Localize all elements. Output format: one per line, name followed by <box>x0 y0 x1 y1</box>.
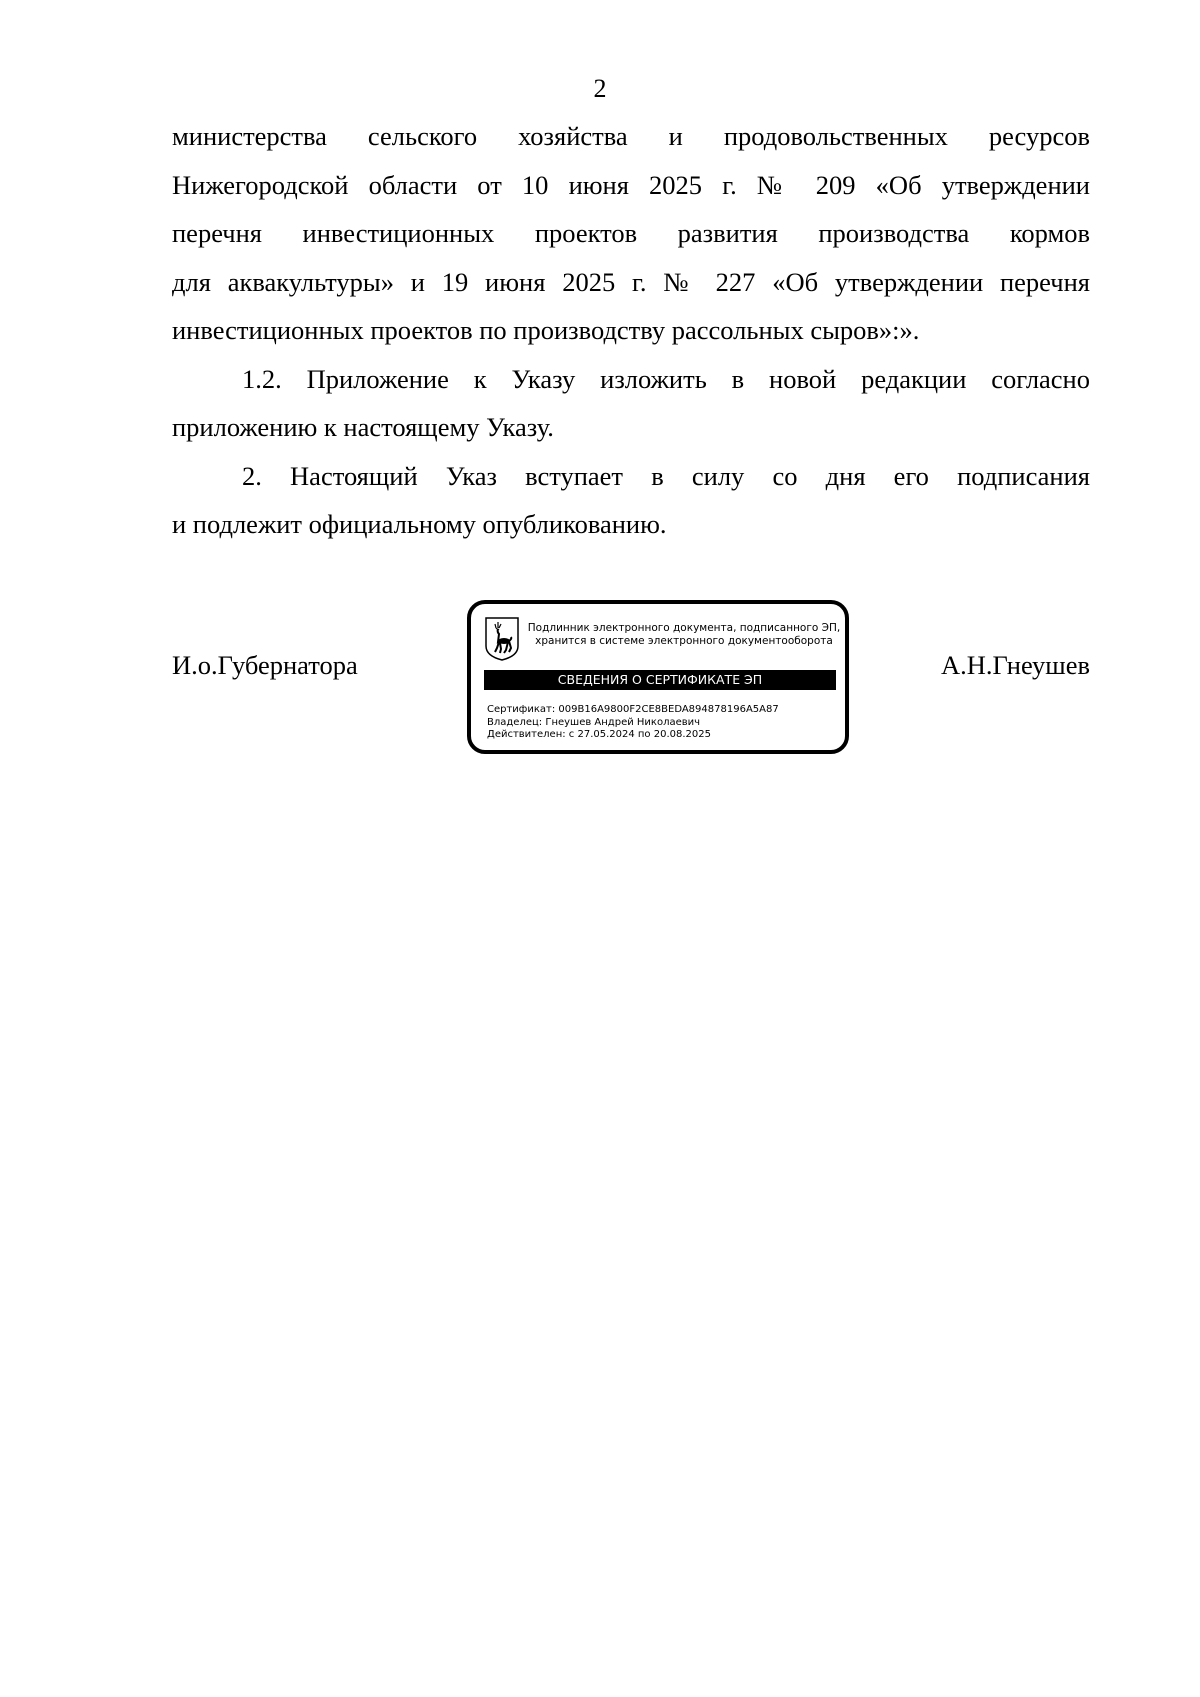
text-line: для аквакультуры» и 19 июня 2025 г. № 227 «Об утверждении перечня <box>172 266 1090 297</box>
deer-coat-of-arms-icon <box>484 616 520 662</box>
certificate-validity: Действителен: с 27.05.2024 по 20.08.2025 <box>487 729 711 740</box>
certificate-title-bar: СВЕДЕНИЯ О СЕРТИФИКАТЕ ЭП <box>484 670 836 690</box>
certificate-info <box>487 704 779 742</box>
stamp-header-line: Подлинник электронного документа, подписанного ЭП, <box>527 622 841 634</box>
text-line: инвестиционных проектов по производству рассольных сыров»:». <box>172 315 920 345</box>
stamp-header <box>521 622 847 648</box>
document-body <box>172 112 1090 549</box>
signatory-position: И.о.Губернатора <box>172 650 358 680</box>
stamp-header-line: хранится в системе электронного документооборота <box>535 635 833 647</box>
certificate-owner: Владелец: Гнеушев Андрей Николаевич <box>487 716 701 728</box>
page-number: 2 <box>593 74 607 103</box>
text-line: приложению к настоящему Указу. <box>172 412 554 442</box>
text-line: министерства сельского хозяйства и продовольственных ресурсов <box>172 121 1090 151</box>
text-line: 2. Настоящий Указ вступает в силу со дня его подписания <box>242 460 1090 491</box>
electronic-signature-stamp <box>467 600 849 754</box>
signatory-name: А.Н.Гнеушев <box>940 650 1090 680</box>
certificate-number: Сертификат: 009B16A9800F2CE8BEDA894878196A5A87 <box>487 704 779 715</box>
text-line: и подлежит официальному опубликованию. <box>172 509 667 539</box>
text-line: Нижегородской области от 10 июня 2025 г. № 209 «Об утверждении <box>172 169 1090 200</box>
text-line: перечня инвестиционных проектов развития производства кормов <box>172 218 1090 248</box>
text-line: 1.2. Приложение к Указу изложить в новой редакции согласно <box>242 363 1090 394</box>
